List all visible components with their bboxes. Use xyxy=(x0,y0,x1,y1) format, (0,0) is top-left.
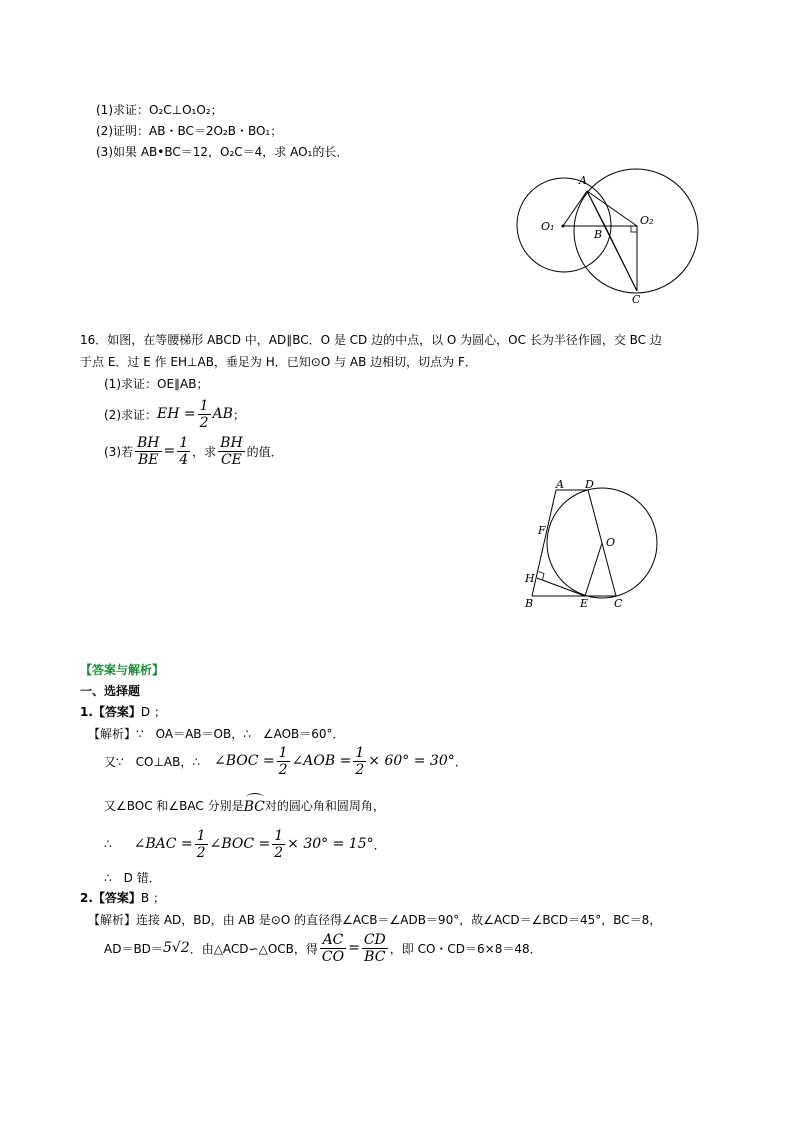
q15-part3: (3)如果 AB•BC＝12，O₂C＝4，求 AO₁的长． xyxy=(96,145,349,159)
q16-part3-equals: = xyxy=(163,443,176,459)
q16-part2-fraction: $\frac{1}{2}$ xyxy=(199,397,209,431)
two-circles-figure xyxy=(512,160,702,305)
label-a: A xyxy=(579,174,587,187)
answer-2-line2: AD＝BD＝ 5√2 ．由△ACD∽△OCB，得 $\frac{AC}{CO}$ = $\frac{CD}{BC}$ ，即 CO・CD＝6×8＝48． xyxy=(104,931,542,965)
q16-part3-prefix: (3)若 xyxy=(104,444,133,459)
label-o: O xyxy=(606,536,616,549)
label-h: H xyxy=(525,572,535,585)
answer-2-line1: 【解析】连接 AD，BD，由 AB 是⊙O 的直径得∠ACB＝∠ADB＝90°，故∠ACD＝∠BCD＝45°，BC＝8， xyxy=(88,913,662,927)
q15-part2: (2)证明：AB・BC＝2O₂B・BO₁； xyxy=(96,124,283,138)
q15-part1: (1)求证：O₂C⊥O₁O₂； xyxy=(96,103,223,117)
sqrt-value: 5√2 xyxy=(162,940,190,956)
label-c: C xyxy=(632,293,641,305)
label-c: C xyxy=(614,597,623,610)
answer-1-line1: 【解析】∵ OA＝AB＝OB，∴ ∠AOB＝60°． xyxy=(88,727,345,741)
segment-eh xyxy=(537,578,585,596)
q16-part3-fraction-quarter: $\frac{1}{4}$ xyxy=(179,434,189,468)
segment-oe xyxy=(585,543,602,596)
arc-mark xyxy=(246,793,264,802)
label-a: A xyxy=(556,478,564,491)
label-f: F xyxy=(538,524,546,537)
q16-stem-line2: 于点 E．过 E 作 EH⊥AB，垂足为 H．已知⊙O 与 AB 边相切，切点为 F． xyxy=(80,355,477,369)
q16-part3-fraction-bh-ce: $\frac{BH}{CE}$ xyxy=(220,434,243,468)
segment-a-o2 xyxy=(587,191,637,226)
section-title: 一、选择题 xyxy=(80,684,141,698)
q16-part3-fraction-bh-be: $\frac{BH}{BE}$ xyxy=(137,434,160,468)
q16-part2 xyxy=(104,394,245,434)
answer-2-header: 2.【答案】B ； xyxy=(80,891,165,905)
q16-part3-mid: ，求 xyxy=(192,444,217,459)
answer-1-line2: 又∵ CO⊥AB，∴ ∠BOC = $\frac{1}{2}$ ∠AOB = $\frac{1}{2}$ × 60° = 30° ． xyxy=(104,744,467,778)
segment-b-c xyxy=(605,226,637,291)
answer-1-header: 1.【答案】D ； xyxy=(80,705,166,719)
point-o1 xyxy=(562,225,565,228)
right-angle-mark xyxy=(631,226,637,232)
q16-part1: (1)求证：OE∥AB； xyxy=(104,377,209,391)
label-b: B xyxy=(525,597,534,610)
q16-part3 xyxy=(104,431,283,471)
q16-part2-rhs: AB xyxy=(212,406,233,422)
label-b: B xyxy=(594,228,603,241)
answers-heading: 【答案与解析】 xyxy=(80,663,165,677)
trapezoid-circle-figure xyxy=(518,476,668,616)
q16-part2-suffix: ； xyxy=(232,407,245,422)
q16-part3-suffix: 的值． xyxy=(246,444,283,459)
label-o1: O₁ xyxy=(541,220,555,233)
q16-part2-prefix: (2)求证： xyxy=(104,407,157,422)
answer-1-line3: 又∠BOC 和∠BAC 分别是 BC 对的圆心角和圆周角， xyxy=(104,795,385,815)
q16-part2-lhs: EH = xyxy=(157,406,196,422)
answer-1-line4: ∴ ∠BAC = $\frac{1}{2}$ ∠BOC = $\frac{1}{2}$ × 30° = 15° ． xyxy=(104,827,386,861)
q16-stem-line1: 16．如图，在等腰梯形 ABCD 中，AD∥BC．O 是 CD 边的中点，以 O 为圆心，OC 长为半径作圆，交 BC 边 xyxy=(80,333,662,347)
label-o2: O₂ xyxy=(640,214,654,227)
label-e: E xyxy=(580,597,589,610)
answer-1-line5: ∴ D 错． xyxy=(104,871,161,885)
label-d: D xyxy=(585,478,594,491)
arc-bc: BC xyxy=(244,795,265,815)
